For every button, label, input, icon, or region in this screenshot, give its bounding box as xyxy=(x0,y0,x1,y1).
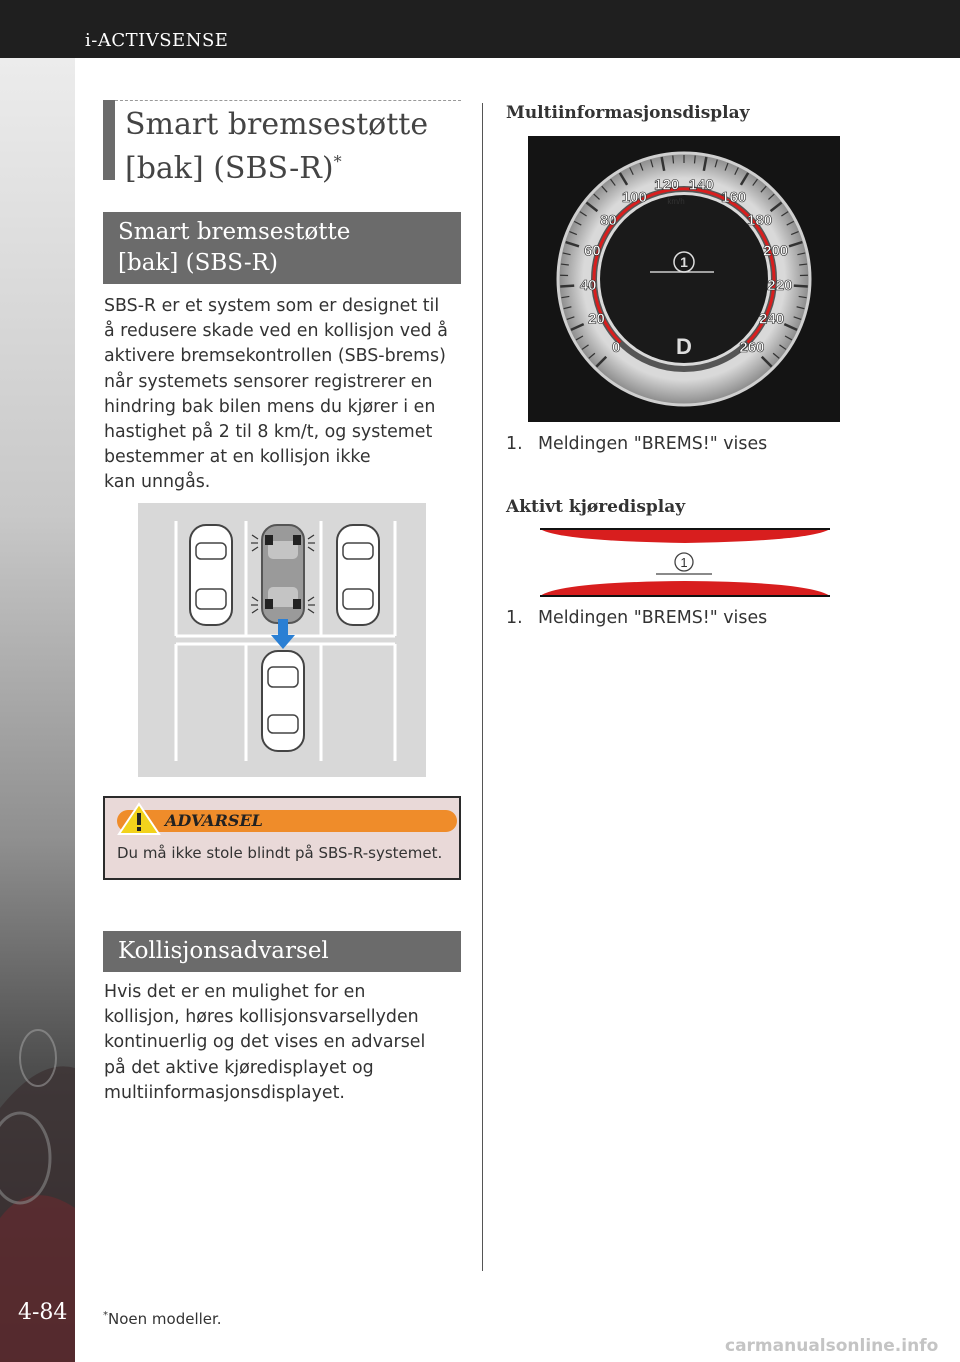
subsection-title-text: Kollisjonsadvarsel xyxy=(118,938,329,964)
title-dashed-rule xyxy=(115,100,461,101)
text-line: kontinuerlig og det vises en advarsel xyxy=(104,1032,426,1053)
gauge-tick-label: 200 xyxy=(763,242,789,260)
caption-text: Meldingen "BREMS!" vises xyxy=(538,608,768,628)
sbs-r-description xyxy=(104,294,464,496)
gauge-tick-label: 80 xyxy=(600,211,617,229)
text-line: hindring bak bilen mens du kjører i en xyxy=(104,396,436,417)
subsection-title-sbs-r xyxy=(103,212,461,284)
gauge-tick-label: 140 xyxy=(688,176,714,194)
section-title xyxy=(103,100,461,186)
caption-number: 1. xyxy=(506,608,523,628)
gauge-tick-label: 240 xyxy=(759,310,785,328)
major-tick xyxy=(560,286,574,287)
text-line: aktivere bremsekontrollen (SBS-brems) xyxy=(104,346,446,367)
top-alert-bar xyxy=(540,529,830,543)
minor-tick xyxy=(694,156,695,164)
section-title-line2: [bak] (SBS-R) xyxy=(125,151,334,186)
parking-illustration xyxy=(138,503,426,777)
chapter-header: i-ACTIVSENSE xyxy=(85,30,229,51)
footnote-marker: * xyxy=(103,1310,108,1321)
subsection-title-line1: Smart bremsestøtte xyxy=(118,219,351,245)
top-bar xyxy=(0,0,960,58)
model-marker: * xyxy=(333,152,342,171)
gear-indicator: D xyxy=(676,334,692,359)
text-line: på det aktive kjøredisplayet og xyxy=(104,1057,374,1078)
gauge-tick-label: 120 xyxy=(654,176,680,194)
warning-label-bar xyxy=(117,810,457,832)
gauge-tick-label: 180 xyxy=(747,211,773,229)
mid-caption xyxy=(506,434,767,454)
callout-number: 1 xyxy=(680,254,688,270)
collision-warning-description xyxy=(104,980,464,1106)
column-divider xyxy=(482,103,483,1271)
gauge-tick-label: 60 xyxy=(584,242,601,260)
footnote xyxy=(103,1310,222,1328)
section-title-text xyxy=(125,106,428,187)
caption-number: 1. xyxy=(506,434,523,454)
gauge-tick-label: 220 xyxy=(767,276,793,294)
text-line: multiinformasjonsdisplayet. xyxy=(104,1082,345,1103)
text-line: hastighet på 2 til 8 km/t, og systemet xyxy=(104,422,433,443)
ad-caption xyxy=(506,608,767,628)
text-line: SBS-R er et system som er designet til xyxy=(104,296,440,316)
text-line: Hvis det er en mulighet for en xyxy=(104,982,366,1002)
major-tick xyxy=(794,286,808,287)
gauge-tick-label: 20 xyxy=(588,310,605,328)
gauge-tick-label: 100 xyxy=(621,188,647,206)
warning-box xyxy=(103,796,461,880)
active-driving-display xyxy=(540,527,830,599)
text-line: når systemets sensorer registrerer en xyxy=(104,371,433,392)
speedometer-gauge xyxy=(528,136,840,422)
text-line: å redusere skade ved en kollisjon ved å xyxy=(104,321,448,342)
section-title-line1: Smart bremsestøtte xyxy=(125,107,429,142)
ad-heading: Aktivt kjøredisplay xyxy=(506,497,686,517)
page-number: 4-84 xyxy=(18,1300,68,1325)
interior-photo xyxy=(0,58,75,1362)
parked-car-right xyxy=(337,525,379,625)
warning-message: Du må ikke stole blindt på SBS-R-systemet. xyxy=(117,844,443,862)
warning-triangle-icon xyxy=(117,802,161,836)
subsection-title-line2: [bak] (SBS-R) xyxy=(118,250,278,276)
watermark: carmanualsonline.info xyxy=(725,1336,939,1356)
gauge-tick-label: 0 xyxy=(611,338,621,356)
gauge-tick-label: 260 xyxy=(739,338,765,356)
text-line: kan unngås. xyxy=(104,472,211,493)
caption-text: Meldingen "BREMS!" vises xyxy=(538,434,768,454)
sidebar-image xyxy=(0,58,75,1362)
parked-car-left xyxy=(190,525,232,625)
footnote-text: Noen modeller. xyxy=(108,1310,222,1328)
ad-callout-number: 1 xyxy=(680,555,688,570)
minor-tick xyxy=(673,156,674,164)
gauge-tick-label: 40 xyxy=(579,276,597,294)
warning-label: ADVARSEL xyxy=(165,811,263,830)
obstacle-car xyxy=(262,651,304,751)
text-line: bestemmer at en kollisjon ikke xyxy=(104,447,371,468)
text-line: kollisjon, høres kollisjonsvarsellyden xyxy=(104,1007,419,1028)
title-accent-bar xyxy=(103,100,115,180)
mid-heading: Multiinformasjonsdisplay xyxy=(506,103,750,123)
speed-unit: km/h xyxy=(667,197,685,206)
gauge-tick-label: 160 xyxy=(721,188,747,206)
subsection-title-collision-warning xyxy=(103,931,461,972)
bottom-alert-bar xyxy=(540,581,830,596)
